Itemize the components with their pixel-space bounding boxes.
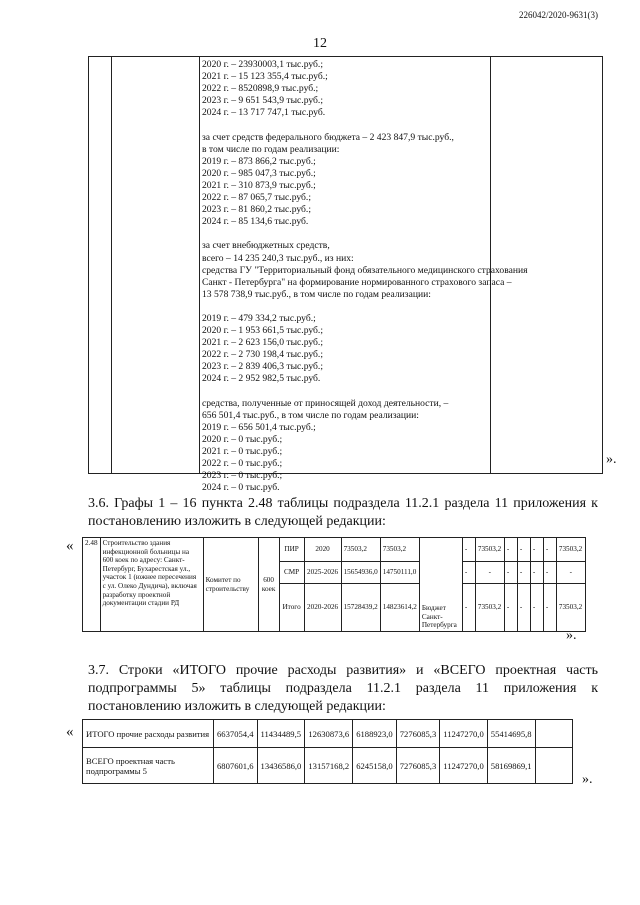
year-value: - (517, 562, 530, 584)
capacity: 600 коек (258, 538, 279, 632)
cost-remaining: 14750111,0 (380, 562, 419, 584)
total-value: 7276085,3 (396, 720, 440, 748)
cost-total: 15728439,2 (341, 584, 380, 632)
row-label: ВСЕГО проектная часть подпрограммы 5 (83, 748, 214, 784)
cost-remaining: 73503,2 (380, 538, 419, 562)
funding-line: 2024 г. – 0 тыс.руб. (202, 482, 280, 494)
funding-line: в том числе по годам реализации: (202, 143, 340, 155)
funding-line: 2023 г. – 0 тыс.руб.; (202, 470, 283, 482)
total-value: 6807601,6 (214, 748, 258, 784)
year-value: 73503,2 (556, 584, 585, 632)
executor: Комитет по строительству (203, 538, 258, 632)
page-number: 12 (313, 36, 327, 51)
totals-table (82, 719, 573, 784)
year-value: - (504, 584, 517, 632)
funding-line (202, 119, 488, 131)
funding-line: 656 501,4 тыс.руб., в том числе по годам реализации: (202, 409, 419, 421)
paragraph-3-7: 3.7. Строки «ИТОГО прочие расходы развития» и «ВСЕГО проектная часть подпрограммы 5» таблицы подраздела 11.2.1 раздела 11 приложения к постановлению изложить в следующей редакции: (88, 663, 598, 714)
year-value: - (475, 562, 504, 584)
total-value: 13157168,2 (305, 748, 353, 784)
year-value: - (530, 584, 543, 632)
cost-total: 73503,2 (341, 538, 380, 562)
funding-line: 2023 г. – 81 860,2 тыс.руб.; (202, 204, 311, 216)
item-number: 2.48 (83, 538, 101, 632)
quote-open: « (66, 724, 74, 740)
funding-line: 2021 г. – 0 тыс.руб.; (202, 446, 283, 457)
row-label: ИТОГО прочие расходы развития (83, 720, 214, 748)
funding-line: средства, полученные от приносящей доход деятельности, – (202, 397, 449, 409)
period: 2025-2026 (304, 562, 341, 584)
funding-line: 2021 г. – 15 123 355,4 тыс.руб.; (202, 71, 328, 83)
document-number: 226042/2020-9631(3) (519, 10, 598, 20)
total-value: 13436586,0 (257, 748, 305, 784)
year-value: - (462, 584, 475, 632)
funding-line (202, 301, 488, 313)
year-value: 73503,2 (475, 538, 504, 562)
funding-line: Санкт - Петербурга" на формирование нормированного страхового запаса – (202, 276, 512, 288)
funding-line: всего – 14 235 240,3 тыс.руб., из них: (202, 252, 354, 264)
funding-line: 2019 г. – 873 866,2 тыс.руб.; (202, 155, 316, 167)
funding-line: 2020 г. – 23930003,1 тыс.руб.; (202, 59, 323, 70)
work-type: Итого (279, 584, 304, 632)
table-item-2-48 (82, 537, 586, 632)
funding-table-fragment (88, 56, 603, 494)
total-value: 12630873,6 (305, 720, 353, 748)
total-value: 11434489,5 (257, 720, 305, 748)
year-value: 73503,2 (475, 584, 504, 632)
funding-line: 2020 г. – 1 953 661,5 тыс.руб.; (202, 325, 323, 337)
year-value: - (530, 562, 543, 584)
funding-line: за счет средств федерального бюджета – 2 423 847,9 тыс.руб., (202, 131, 454, 143)
year-value: - (517, 538, 530, 562)
funding-line: за счет внебюджетных средств, (202, 240, 330, 252)
total-value: 55414695,8 (487, 720, 535, 748)
work-type: СМР (279, 562, 304, 584)
total-value: 11247270,0 (440, 748, 488, 784)
funding-line: 2022 г. – 8520898,9 тыс.руб.; (202, 83, 319, 95)
funding-line: 2022 г. – 0 тыс.руб.; (202, 458, 283, 470)
quote-close: ». (566, 628, 577, 643)
funding-line: 2020 г. – 0 тыс.руб.; (202, 433, 283, 445)
funding-line: 2022 г. – 87 065,7 тыс.руб.; (202, 192, 311, 204)
funding-line: 2019 г. – 479 334,2 тыс.руб.; (202, 312, 316, 324)
year-value: - (556, 562, 585, 584)
year-value: 73503,2 (556, 538, 585, 562)
year-value: - (543, 538, 556, 562)
work-type: ПИР (279, 538, 304, 562)
year-value: - (504, 538, 517, 562)
year-value: - (462, 562, 475, 584)
period: 2020 (304, 538, 341, 562)
funding-line: 2020 г. – 985 047,3 тыс.руб.; (202, 167, 316, 179)
year-value: - (530, 538, 543, 562)
funding-line (202, 228, 488, 240)
funding-line: средства ГУ "Территориальный фонд обязательного медицинского страхования (202, 264, 528, 276)
funding-line: 2024 г. – 13 717 747,1 тыс.руб. (202, 107, 326, 119)
item-name: Строительство здания инфекционной больницы на 600 коек по адресу: Санкт-Петербург, Бухарестская ул., участок 1 (южнее пересечения с ул. Олеко Дундича), включая разработку проектной документации стадии РД (100, 538, 203, 632)
quote-close: ». (606, 452, 617, 467)
total-value: 6637054,4 (214, 720, 258, 748)
funding-line: 2022 г. – 2 730 198,4 тыс.руб.; (202, 349, 323, 361)
total-value: 6188923,0 (353, 720, 397, 748)
year-value: - (517, 584, 530, 632)
year-value: - (504, 562, 517, 584)
total-value: 7276085,3 (396, 748, 440, 784)
cost-total: 15654936,0 (341, 562, 380, 584)
funding-line: 2019 г. – 656 501,4 тыс.руб.; (202, 421, 316, 433)
total-value: 6245158,0 (353, 748, 397, 784)
funding-line: 13 578 738,9 тыс.руб., в том числе по годам реализации: (202, 288, 431, 300)
year-value: - (543, 584, 556, 632)
period: 2020-2026 (304, 584, 341, 632)
funding-text (202, 59, 528, 494)
total-value: 11247270,0 (440, 720, 488, 748)
funding-line: 2021 г. – 2 623 156,0 тыс.руб.; (202, 337, 323, 349)
quote-open: « (66, 538, 74, 554)
total-value: 58169869,1 (487, 748, 535, 784)
funding-line: 2024 г. – 2 952 982,5 тыс.руб. (202, 373, 321, 385)
year-value: - (543, 562, 556, 584)
funding-line (202, 386, 488, 398)
funding-line: 2021 г. – 310 873,9 тыс.руб.; (202, 179, 316, 191)
cost-remaining: 14823614,2 (380, 584, 419, 632)
paragraph-3-6: 3.6. Графы 1 – 16 пункта 2.48 таблицы подраздела 11.2.1 раздела 11 приложения к постановлению изложить в следующей редакции: (88, 496, 598, 529)
funding-source: Бюджет Санкт-Петербурга (419, 538, 462, 632)
quote-close: ». (582, 772, 593, 787)
funding-line: 2024 г. – 85 134,6 тыс.руб. (202, 216, 309, 228)
funding-line: 2023 г. – 9 651 543,9 тыс.руб.; (202, 95, 323, 107)
funding-line: 2023 г. – 2 839 406,3 тыс.руб.; (202, 361, 323, 373)
year-value: - (462, 538, 475, 562)
